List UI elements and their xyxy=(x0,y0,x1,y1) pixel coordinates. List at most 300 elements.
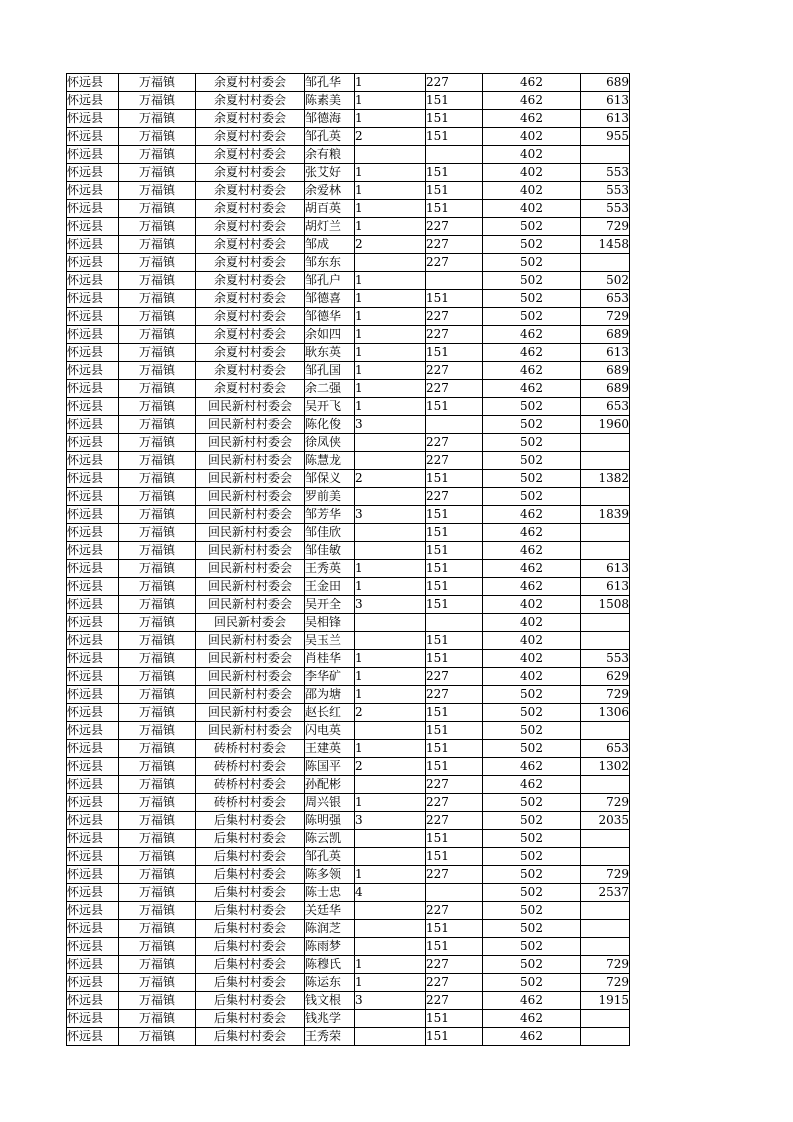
town-cell: 万福镇 xyxy=(119,524,196,542)
count-cell: 1 xyxy=(355,668,426,686)
name-cell: 邹孔华 xyxy=(305,74,355,92)
town-cell: 万福镇 xyxy=(119,164,196,182)
subsidy-b-cell: 502 xyxy=(483,920,581,938)
village-cell: 余夏村村委会 xyxy=(196,326,305,344)
table-row xyxy=(67,74,630,92)
name-cell: 胡灯兰 xyxy=(305,218,355,236)
county-cell: 怀远县 xyxy=(67,848,119,866)
subsidy-a-cell: 227 xyxy=(426,362,483,380)
name-cell: 胡百英 xyxy=(305,200,355,218)
subsidy-b-cell: 402 xyxy=(483,596,581,614)
total-cell xyxy=(581,902,630,920)
count-cell: 3 xyxy=(355,596,426,614)
name-cell: 王金田 xyxy=(305,578,355,596)
subsidy-b-cell: 502 xyxy=(483,218,581,236)
name-cell: 罗前美 xyxy=(305,488,355,506)
total-cell: 729 xyxy=(581,308,630,326)
subsidy-b-cell: 502 xyxy=(483,452,581,470)
name-cell: 吴开飞 xyxy=(305,398,355,416)
village-cell: 后集村村委会 xyxy=(196,956,305,974)
table-row xyxy=(67,632,630,650)
subsidy-b-cell: 462 xyxy=(483,506,581,524)
county-cell: 怀远县 xyxy=(67,632,119,650)
subsidy-a-cell: 227 xyxy=(426,434,483,452)
name-cell: 邹保义 xyxy=(305,470,355,488)
name-cell: 余爱林 xyxy=(305,182,355,200)
county-cell: 怀远县 xyxy=(67,938,119,956)
total-cell xyxy=(581,776,630,794)
count-cell: 2 xyxy=(355,758,426,776)
table-row xyxy=(67,488,630,506)
village-cell: 后集村村委会 xyxy=(196,974,305,992)
name-cell: 陈慧龙 xyxy=(305,452,355,470)
name-cell: 陈国平 xyxy=(305,758,355,776)
subsidy-a-cell: 151 xyxy=(426,1028,483,1046)
subsidy-a-cell: 151 xyxy=(426,110,483,128)
county-cell: 怀远县 xyxy=(67,236,119,254)
town-cell: 万福镇 xyxy=(119,956,196,974)
count-cell: 1 xyxy=(355,578,426,596)
count-cell xyxy=(355,1028,426,1046)
subsidy-a-cell: 227 xyxy=(426,308,483,326)
table-row xyxy=(67,848,630,866)
subsidy-b-cell: 402 xyxy=(483,668,581,686)
subsidy-a-cell: 227 xyxy=(426,668,483,686)
town-cell: 万福镇 xyxy=(119,866,196,884)
table-row xyxy=(67,110,630,128)
total-cell xyxy=(581,254,630,272)
town-cell: 万福镇 xyxy=(119,596,196,614)
county-cell: 怀远县 xyxy=(67,254,119,272)
total-cell xyxy=(581,938,630,956)
total-cell: 689 xyxy=(581,362,630,380)
village-cell: 余夏村村委会 xyxy=(196,290,305,308)
county-cell: 怀远县 xyxy=(67,146,119,164)
table-row xyxy=(67,974,630,992)
village-cell: 后集村村委会 xyxy=(196,848,305,866)
village-cell: 余夏村村委会 xyxy=(196,200,305,218)
village-cell: 回民新村村委会 xyxy=(196,488,305,506)
county-cell: 怀远县 xyxy=(67,956,119,974)
subsidy-a-cell: 227 xyxy=(426,218,483,236)
count-cell: 3 xyxy=(355,506,426,524)
name-cell: 张艾好 xyxy=(305,164,355,182)
town-cell: 万福镇 xyxy=(119,974,196,992)
town-cell: 万福镇 xyxy=(119,1028,196,1046)
county-cell: 怀远县 xyxy=(67,758,119,776)
county-cell: 怀远县 xyxy=(67,722,119,740)
town-cell: 万福镇 xyxy=(119,830,196,848)
table-row xyxy=(67,92,630,110)
total-cell xyxy=(581,920,630,938)
subsidy-b-cell: 502 xyxy=(483,254,581,272)
county-cell: 怀远县 xyxy=(67,164,119,182)
name-cell: 邹德华 xyxy=(305,308,355,326)
subsidy-a-cell: 151 xyxy=(426,938,483,956)
count-cell xyxy=(355,722,426,740)
count-cell: 1 xyxy=(355,974,426,992)
town-cell: 万福镇 xyxy=(119,920,196,938)
subsidy-a-cell: 227 xyxy=(426,452,483,470)
name-cell: 肖桂华 xyxy=(305,650,355,668)
town-cell: 万福镇 xyxy=(119,398,196,416)
subsidy-b-cell: 502 xyxy=(483,974,581,992)
subsidy-a-cell: 151 xyxy=(426,398,483,416)
total-cell xyxy=(581,434,630,452)
village-cell: 余夏村村委会 xyxy=(196,380,305,398)
village-cell: 回民新村村委会 xyxy=(196,596,305,614)
total-cell: 653 xyxy=(581,740,630,758)
table-row xyxy=(67,470,630,488)
town-cell: 万福镇 xyxy=(119,812,196,830)
subsidy-a-cell: 151 xyxy=(426,848,483,866)
count-cell xyxy=(355,542,426,560)
name-cell: 邵为塘 xyxy=(305,686,355,704)
count-cell xyxy=(355,902,426,920)
subsidy-b-cell: 502 xyxy=(483,416,581,434)
table-row xyxy=(67,506,630,524)
count-cell xyxy=(355,452,426,470)
table-row xyxy=(67,1010,630,1028)
count-cell xyxy=(355,1010,426,1028)
village-cell: 砖桥村村委会 xyxy=(196,776,305,794)
count-cell xyxy=(355,254,426,272)
village-cell: 回民新村村委会 xyxy=(196,704,305,722)
count-cell: 1 xyxy=(355,380,426,398)
county-cell: 怀远县 xyxy=(67,344,119,362)
village-cell: 余夏村村委会 xyxy=(196,218,305,236)
name-cell: 吴相锋 xyxy=(305,614,355,632)
village-cell: 砖桥村村委会 xyxy=(196,740,305,758)
count-cell: 1 xyxy=(355,164,426,182)
total-cell: 613 xyxy=(581,110,630,128)
village-cell: 后集村村委会 xyxy=(196,992,305,1010)
town-cell: 万福镇 xyxy=(119,938,196,956)
table-row xyxy=(67,434,630,452)
village-cell: 后集村村委会 xyxy=(196,902,305,920)
total-cell: 1458 xyxy=(581,236,630,254)
county-cell: 怀远县 xyxy=(67,704,119,722)
village-cell: 回民新村村委会 xyxy=(196,416,305,434)
village-cell: 回民新村村委会 xyxy=(196,506,305,524)
village-cell: 后集村村委会 xyxy=(196,866,305,884)
data-table xyxy=(66,73,630,1046)
name-cell: 王秀英 xyxy=(305,560,355,578)
table-row xyxy=(67,596,630,614)
county-cell: 怀远县 xyxy=(67,794,119,812)
table-row xyxy=(67,326,630,344)
count-cell: 4 xyxy=(355,884,426,902)
county-cell: 怀远县 xyxy=(67,614,119,632)
count-cell xyxy=(355,830,426,848)
count-cell: 1 xyxy=(355,200,426,218)
town-cell: 万福镇 xyxy=(119,236,196,254)
county-cell: 怀远县 xyxy=(67,650,119,668)
town-cell: 万福镇 xyxy=(119,722,196,740)
subsidy-a-cell: 151 xyxy=(426,650,483,668)
total-cell: 955 xyxy=(581,128,630,146)
count-cell: 1 xyxy=(355,74,426,92)
village-cell: 后集村村委会 xyxy=(196,920,305,938)
village-cell: 回民新村村委会 xyxy=(196,452,305,470)
table-row xyxy=(67,560,630,578)
name-cell: 徐凤侠 xyxy=(305,434,355,452)
total-cell: 653 xyxy=(581,290,630,308)
town-cell: 万福镇 xyxy=(119,254,196,272)
county-cell: 怀远县 xyxy=(67,884,119,902)
subsidy-a-cell: 227 xyxy=(426,794,483,812)
table-row xyxy=(67,758,630,776)
total-cell xyxy=(581,542,630,560)
total-cell xyxy=(581,146,630,164)
table-row xyxy=(67,128,630,146)
town-cell: 万福镇 xyxy=(119,794,196,812)
town-cell: 万福镇 xyxy=(119,74,196,92)
subsidy-a-cell: 151 xyxy=(426,200,483,218)
count-cell: 2 xyxy=(355,236,426,254)
town-cell: 万福镇 xyxy=(119,128,196,146)
name-cell: 邹佳敏 xyxy=(305,542,355,560)
total-cell xyxy=(581,488,630,506)
subsidy-a-cell xyxy=(426,272,483,290)
county-cell: 怀远县 xyxy=(67,110,119,128)
total-cell: 729 xyxy=(581,686,630,704)
town-cell: 万福镇 xyxy=(119,614,196,632)
subsidy-a-cell: 151 xyxy=(426,704,483,722)
table-row xyxy=(67,902,630,920)
subsidy-a-cell: 151 xyxy=(426,506,483,524)
total-cell: 553 xyxy=(581,650,630,668)
town-cell: 万福镇 xyxy=(119,488,196,506)
town-cell: 万福镇 xyxy=(119,344,196,362)
town-cell: 万福镇 xyxy=(119,668,196,686)
count-cell xyxy=(355,524,426,542)
table-row xyxy=(67,164,630,182)
village-cell: 回民新村村委会 xyxy=(196,686,305,704)
town-cell: 万福镇 xyxy=(119,776,196,794)
subsidy-b-cell: 462 xyxy=(483,92,581,110)
subsidy-b-cell: 402 xyxy=(483,164,581,182)
village-cell: 回民新村村委会 xyxy=(196,434,305,452)
name-cell: 陈润芝 xyxy=(305,920,355,938)
count-cell: 1 xyxy=(355,110,426,128)
count-cell: 1 xyxy=(355,398,426,416)
subsidy-b-cell: 502 xyxy=(483,470,581,488)
subsidy-b-cell: 462 xyxy=(483,344,581,362)
town-cell: 万福镇 xyxy=(119,704,196,722)
village-cell: 余夏村村委会 xyxy=(196,146,305,164)
subsidy-a-cell: 151 xyxy=(426,830,483,848)
name-cell: 闪电英 xyxy=(305,722,355,740)
county-cell: 怀远县 xyxy=(67,218,119,236)
town-cell: 万福镇 xyxy=(119,578,196,596)
subsidy-b-cell: 502 xyxy=(483,398,581,416)
county-cell: 怀远县 xyxy=(67,830,119,848)
subsidy-b-cell: 462 xyxy=(483,992,581,1010)
village-cell: 余夏村村委会 xyxy=(196,308,305,326)
town-cell: 万福镇 xyxy=(119,632,196,650)
table-row xyxy=(67,362,630,380)
county-cell: 怀远县 xyxy=(67,452,119,470)
town-cell: 万福镇 xyxy=(119,434,196,452)
subsidy-a-cell: 227 xyxy=(426,956,483,974)
count-cell xyxy=(355,632,426,650)
name-cell: 邹孔国 xyxy=(305,362,355,380)
county-cell: 怀远县 xyxy=(67,434,119,452)
village-cell: 后集村村委会 xyxy=(196,1010,305,1028)
village-cell: 后集村村委会 xyxy=(196,812,305,830)
subsidy-b-cell: 502 xyxy=(483,434,581,452)
total-cell: 1508 xyxy=(581,596,630,614)
total-cell: 1306 xyxy=(581,704,630,722)
town-cell: 万福镇 xyxy=(119,326,196,344)
name-cell: 陈化俊 xyxy=(305,416,355,434)
county-cell: 怀远县 xyxy=(67,560,119,578)
county-cell: 怀远县 xyxy=(67,866,119,884)
table-row xyxy=(67,884,630,902)
subsidy-b-cell: 502 xyxy=(483,740,581,758)
county-cell: 怀远县 xyxy=(67,506,119,524)
village-cell: 回民新村村委会 xyxy=(196,578,305,596)
county-cell: 怀远县 xyxy=(67,578,119,596)
total-cell: 729 xyxy=(581,794,630,812)
village-cell: 回民新村村委会 xyxy=(196,668,305,686)
subsidy-b-cell: 502 xyxy=(483,308,581,326)
subsidy-a-cell: 151 xyxy=(426,128,483,146)
count-cell xyxy=(355,848,426,866)
total-cell: 729 xyxy=(581,866,630,884)
town-cell: 万福镇 xyxy=(119,200,196,218)
subsidy-a-cell: 151 xyxy=(426,758,483,776)
table-row xyxy=(67,920,630,938)
subsidy-a-cell: 151 xyxy=(426,560,483,578)
name-cell: 钱兆学 xyxy=(305,1010,355,1028)
subsidy-b-cell: 402 xyxy=(483,632,581,650)
total-cell: 553 xyxy=(581,200,630,218)
name-cell: 孙配彬 xyxy=(305,776,355,794)
total-cell: 1302 xyxy=(581,758,630,776)
village-cell: 砖桥村村委会 xyxy=(196,758,305,776)
count-cell xyxy=(355,938,426,956)
table-row xyxy=(67,290,630,308)
table-row xyxy=(67,416,630,434)
county-cell: 怀远县 xyxy=(67,596,119,614)
table-row xyxy=(67,1028,630,1046)
total-cell: 629 xyxy=(581,668,630,686)
name-cell: 邹孔英 xyxy=(305,128,355,146)
name-cell: 邹成 xyxy=(305,236,355,254)
town-cell: 万福镇 xyxy=(119,848,196,866)
count-cell xyxy=(355,488,426,506)
total-cell: 689 xyxy=(581,326,630,344)
subsidy-a-cell: 227 xyxy=(426,776,483,794)
subsidy-b-cell: 502 xyxy=(483,956,581,974)
county-cell: 怀远县 xyxy=(67,380,119,398)
town-cell: 万福镇 xyxy=(119,452,196,470)
count-cell: 3 xyxy=(355,416,426,434)
subsidy-b-cell: 462 xyxy=(483,560,581,578)
total-cell xyxy=(581,848,630,866)
subsidy-a-cell: 151 xyxy=(426,182,483,200)
county-cell: 怀远县 xyxy=(67,362,119,380)
count-cell: 3 xyxy=(355,992,426,1010)
name-cell: 陈多领 xyxy=(305,866,355,884)
total-cell xyxy=(581,632,630,650)
name-cell: 陈雨梦 xyxy=(305,938,355,956)
town-cell: 万福镇 xyxy=(119,686,196,704)
table-row xyxy=(67,740,630,758)
town-cell: 万福镇 xyxy=(119,308,196,326)
subsidy-b-cell: 402 xyxy=(483,200,581,218)
total-cell: 553 xyxy=(581,182,630,200)
subsidy-b-cell: 462 xyxy=(483,362,581,380)
subsidy-a-cell xyxy=(426,884,483,902)
subsidy-b-cell: 502 xyxy=(483,686,581,704)
subsidy-b-cell: 402 xyxy=(483,128,581,146)
town-cell: 万福镇 xyxy=(119,92,196,110)
county-cell: 怀远县 xyxy=(67,200,119,218)
count-cell: 1 xyxy=(355,740,426,758)
town-cell: 万福镇 xyxy=(119,362,196,380)
total-cell: 729 xyxy=(581,974,630,992)
subsidy-a-cell: 151 xyxy=(426,632,483,650)
name-cell: 邹孔英 xyxy=(305,848,355,866)
subsidy-b-cell: 502 xyxy=(483,794,581,812)
name-cell: 王建英 xyxy=(305,740,355,758)
town-cell: 万福镇 xyxy=(119,1010,196,1028)
name-cell: 余二强 xyxy=(305,380,355,398)
table-row xyxy=(67,992,630,1010)
subsidy-a-cell: 151 xyxy=(426,344,483,362)
subsidy-a-cell: 227 xyxy=(426,992,483,1010)
name-cell: 陈素美 xyxy=(305,92,355,110)
table-row xyxy=(67,866,630,884)
town-cell: 万福镇 xyxy=(119,992,196,1010)
subsidy-b-cell: 502 xyxy=(483,272,581,290)
village-cell: 回民新村村委会 xyxy=(196,542,305,560)
table-row xyxy=(67,794,630,812)
county-cell: 怀远县 xyxy=(67,542,119,560)
total-cell: 613 xyxy=(581,560,630,578)
county-cell: 怀远县 xyxy=(67,974,119,992)
subsidy-b-cell: 462 xyxy=(483,524,581,542)
county-cell: 怀远县 xyxy=(67,902,119,920)
town-cell: 万福镇 xyxy=(119,380,196,398)
name-cell: 周兴银 xyxy=(305,794,355,812)
town-cell: 万福镇 xyxy=(119,884,196,902)
name-cell: 陈明强 xyxy=(305,812,355,830)
subsidy-a-cell: 151 xyxy=(426,722,483,740)
count-cell xyxy=(355,146,426,164)
county-cell: 怀远县 xyxy=(67,470,119,488)
subsidy-b-cell: 502 xyxy=(483,722,581,740)
village-cell: 回民新村村委会 xyxy=(196,650,305,668)
village-cell: 余夏村村委会 xyxy=(196,236,305,254)
county-cell: 怀远县 xyxy=(67,668,119,686)
table-row xyxy=(67,614,630,632)
table-row xyxy=(67,182,630,200)
name-cell: 陈云凯 xyxy=(305,830,355,848)
subsidy-b-cell: 502 xyxy=(483,290,581,308)
village-cell: 余夏村村委会 xyxy=(196,254,305,272)
count-cell: 2 xyxy=(355,128,426,146)
subsidy-b-cell: 462 xyxy=(483,326,581,344)
town-cell: 万福镇 xyxy=(119,416,196,434)
subsidy-a-cell: 151 xyxy=(426,920,483,938)
town-cell: 万福镇 xyxy=(119,182,196,200)
subsidy-a-cell: 227 xyxy=(426,326,483,344)
subsidy-b-cell: 502 xyxy=(483,902,581,920)
